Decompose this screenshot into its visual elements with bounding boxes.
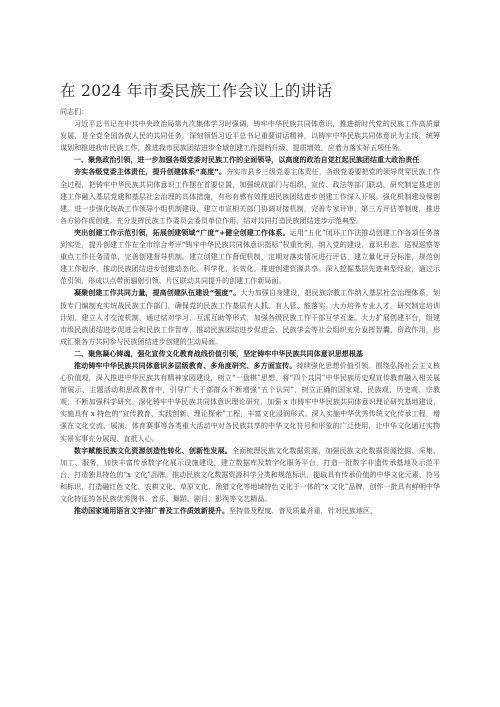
paragraph-2-2 — [60, 445, 440, 505]
paragraph-1-1 — [60, 166, 440, 226]
paragraph-lead: 夯实各级党委主体责任，提升创建体系“高度”。 — [74, 167, 227, 177]
paragraph-lead: 数字赋能民族文化资源创造性转化、创新性发展。 — [74, 445, 232, 455]
paragraph-lead: 推动铸牢中华民族共同体意识多层级教育、多角度研究、多方面宣传。 — [74, 360, 297, 370]
paragraph-2-1 — [60, 360, 440, 445]
paragraph-text: 运用“五化”闭环工作法推动创建工作各项任务落到实处，提升创建工作在全市综合考评“铸牢中华民族共同体意识指标”权重比例，纳入党的建设、意识形态、巡视巡察等重点工作任务清单，完善创建督导机制。建立创建工作督促机制，定期对落实情况进行评估，建立量化评分标准，规范创建工作程序，推动民族团结进步创建动态化、科学化、长效化。推进创建资源共享。深入挖掘基层先进典型经验，通过示范引领，形成以点带面辐射引领、片区联动共同提升的创建工作新局面。 — [60, 227, 440, 286]
intro-paragraph: 习近平总书记在中共中央政治局第九次集体学习时强调，铸牢中华民族共同体意识，推进新时代党的民族工作高质量发展，是全党全国各族人民的共同任务。深刻领悟习近平总书记重要讲话精神，以铸牢中华民族共同体意识为主线，统筹谋划和推进我市民族工作，推进我市民族团结进步全域创建工作提档升级、提质增效，应着力落实好五项任务。 — [60, 119, 440, 153]
paragraph-1-3 — [60, 287, 440, 347]
document-title: 在 2024 年市委民族工作会议上的讲话 — [60, 82, 333, 100]
paragraph-1-2 — [60, 227, 440, 287]
paragraph-text: 坚持普及程度、普及质量并重，针对民族地区、 — [229, 506, 378, 516]
section-heading-1: 一、聚焦政治引领，进一步加强各级党委对民族工作的全面领导，以高度的政治自觉扛起民族团结重大政治责任 — [74, 155, 420, 165]
document-body — [60, 106, 440, 517]
paragraph-text: 持续强化思想价值引领。围绕弘扬社会主义核心价值观，深入推进中华民族共有精神家园建设，树立“一盘棋”思想，将“四个共同”中华民族历史观宣传教育融入相关展馆展示、主题活动和思政教育中，引导广大干部群众不断增强“五个认同”，树立正确的国家观、民族观、历史观、宗教观，不断加强科学研究。深化铸牢中华民族共同体意识理论研究，加强 x 市铸牢中华民族共同体意识理论研究基地建设，实施具有 x 特色的“宣传教育、实践创新、理论探索”工程，丰富文化浸润形式。深入实施中华优秀传统文化传承工程，增强在文化交流、展演、体育赛事等各类重大活动中对各民族共享的中华文化符号和形象的广泛使用，让中华文化通过实物实景实事充分展现、直抵人心。 — [60, 360, 440, 443]
paragraph-text: 大力加强自身建设，把民族宗教工作纳入基层社会治理体系，划拨专门编制充实统战民族工作部门，确保党的民族工作基层有人抓、有人管、能落实。大力培养专业人才，研究制定培训计划，建立人才交流机制，通过结对学习、互派互助等形式，加强各级民族工作干部互学互鉴。大力扩展创建平台，组建市级民族团结进步促进会和民族工作智库，推动民族团结进步促进会、民族学会等社会组织充分发挥智囊、资政作用，形成汇聚各方共同参与民族团结进步创建的生动局面。 — [60, 288, 440, 346]
section-heading-2: 二、聚焦凝心铸魂，强化宣传文化教育战线价值引领，坚定铸牢中华民族共同体意识思想根基 — [74, 348, 363, 358]
paragraph-text: 全面梳理民族文化数据资源，加强民族文化数据资源挖掘、采集、加工、服务，加快丰富传承数字化展示设施建设，建立数据库及数字化服务平台，打造一批数字非遗传承基地及示范平台，打造独具特色的“x 文化”品牌。推动民族文化数据资源科学分类和规范标识，提取具有传承价值的中华文化元素、符号和标识，打造融红色文化、农耕文化、草原文化、渔猎文化等地域特色文化于一体的“x 文化”品牌，创作一批具有鲜明中华文化特征的各民族优秀图书、音乐、舞蹈、剧目、影视等文艺精品。 — [60, 445, 440, 503]
paragraph-lead: 凝聚创建工作共同力量，提高创建队伍建设“强度”。 — [74, 288, 241, 298]
paragraph-text: 夯实市县乡三级党委主体责任，各级党委要把党的领导贯穿民族工作全过程，把铸牢中华民族共同体意识工作摆在首要位置，加强统战部门与组织、宣传、政法等部门联动，研究制定推进创建工作融入基层党建和基层社会治理的具体措施，有形有感有效推进民族团结进步创建工作深入开展。强化机制建设保创建。进一步强化统战工作领导小组机制建设，建立市宣相关部门协调对接机制，完善专家评审、第三方评估等制度，推进各方协作促创建。充分发挥民族工作委员会委员单位作用，结对共同打造民族团结进步示范典型。 — [60, 167, 440, 225]
paragraph-lead: 推动国家通用语言文字推广普及工作质效新提升。 — [74, 506, 230, 516]
paragraph-2-3 — [60, 505, 440, 517]
paragraph-lead: 突出创建工作示范引领，拓展创建领域“广度”+健全创建工作体系。 — [74, 227, 290, 237]
salutation: 同志们： — [60, 107, 89, 116]
